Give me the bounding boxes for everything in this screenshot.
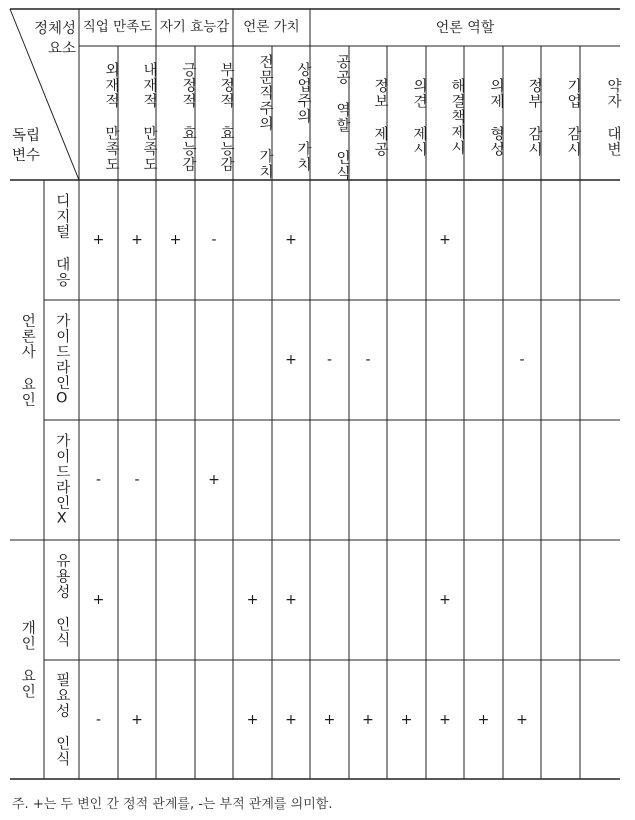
table-cell: - [365,352,371,368]
table-cell: + [439,232,451,248]
row-label: 유용성 인식 [53,552,70,648]
table-cell: + [285,711,297,728]
column-header: 부정적 효능감 [218,62,234,172]
table-cell [156,660,195,779]
table-cell [195,660,233,779]
corner-bottom-label: 독립 변수 [12,128,41,165]
table-cell [503,180,541,300]
table-cell [580,180,620,300]
column-header: 정보 제공 [372,77,388,157]
table-cell: - [211,232,217,248]
table-cell: - [95,472,102,488]
table-cell: + [131,232,143,248]
column-header: 약자 대변 [605,77,621,157]
table-cell [541,660,580,779]
column-header: 기업 감시 [565,77,581,157]
table-cell: + [323,711,336,728]
table-cell: + [92,592,105,608]
column-header: 해결책제시 [449,78,465,156]
table-cell [387,180,426,300]
column-header: 긍정적 효능감 [180,62,196,172]
table-cell: + [285,592,297,608]
group-header-job-satisfaction: 직업 만족도 [82,18,153,35]
column-header: 정부 감시 [526,77,542,157]
table-cell [387,420,426,540]
table-cell: + [131,711,143,728]
table-cell [580,300,620,420]
table-cell [118,540,156,660]
table-cell: + [439,592,451,608]
table-cell [464,300,503,420]
table-cell: + [169,232,182,248]
table-cell: - [95,711,102,728]
table-cell [503,420,541,540]
corner-top-label: 정체성 요소 [33,21,76,57]
table-cell [387,540,426,660]
table-cell: + [246,592,259,608]
table-cell [349,420,387,540]
group-header-press-values: 언론 가치 [243,18,300,35]
column-header: 공공 역할 인식 [334,53,350,181]
column-header: 상업주의 가치 [295,62,311,172]
table-cell [118,300,156,420]
table-cell [233,420,272,540]
table-cell [233,300,272,420]
table-cell [464,180,503,300]
group-header-self-efficacy: 자기 효능감 [159,18,230,35]
table-cell [349,540,387,660]
table-cell [233,180,272,300]
table-cell [272,420,310,540]
table-cell [310,180,349,300]
table-cell [464,420,503,540]
table-cell: + [92,232,105,248]
group-header-press-roles: 언론 역할 [435,19,495,36]
table-cell [349,180,387,300]
column-header: 외재적 만족도 [103,62,119,172]
table-cell: + [208,472,220,488]
table-cell: + [439,711,451,728]
table-cell [503,540,541,660]
table-cell: + [477,711,490,728]
table-cell: + [246,711,259,728]
table-cell [195,300,233,420]
column-header: 내재적 만족도 [141,62,157,172]
table-cell [156,300,195,420]
table-cell [387,300,426,420]
row-label: 가이드라인O [53,312,70,408]
table-cell [310,540,349,660]
table-cell: - [519,352,525,368]
table-cell [580,540,620,660]
table-cell: - [134,472,140,488]
row-group-press-factors: 언론사 요인 [19,312,36,408]
column-header: 의견 제시 [411,77,427,157]
column-header: 의제 형성 [488,77,504,157]
table-cell: + [362,711,374,728]
table-cell [79,300,118,420]
table-cell [156,420,195,540]
table-cell: + [400,711,413,728]
table-cell: + [285,232,297,248]
table-cell [426,420,464,540]
table-cell [310,420,349,540]
table-cell: - [326,352,333,368]
row-label: 디지털 대응 [53,192,70,288]
table-cell: + [516,711,528,728]
table-cell: + [285,352,297,368]
table-cell [541,540,580,660]
table-cell [580,660,620,779]
table-cell [464,540,503,660]
row-label: 필요성 인식 [53,672,70,767]
row-group-individual-factors: 개인 요인 [19,620,36,699]
table-cell [580,420,620,540]
table-cell [426,300,464,420]
table-cell [541,300,580,420]
table-note: 주. +는 두 변인 간 정적 관계를, -는 부적 관계를 의미함. [12,797,333,812]
table-cell [195,540,233,660]
row-label: 가이드라인X [53,432,70,528]
table-cell [541,180,580,300]
table-cell [541,420,580,540]
column-header: 전문직주의 가치 [257,54,273,180]
table-cell [156,540,195,660]
